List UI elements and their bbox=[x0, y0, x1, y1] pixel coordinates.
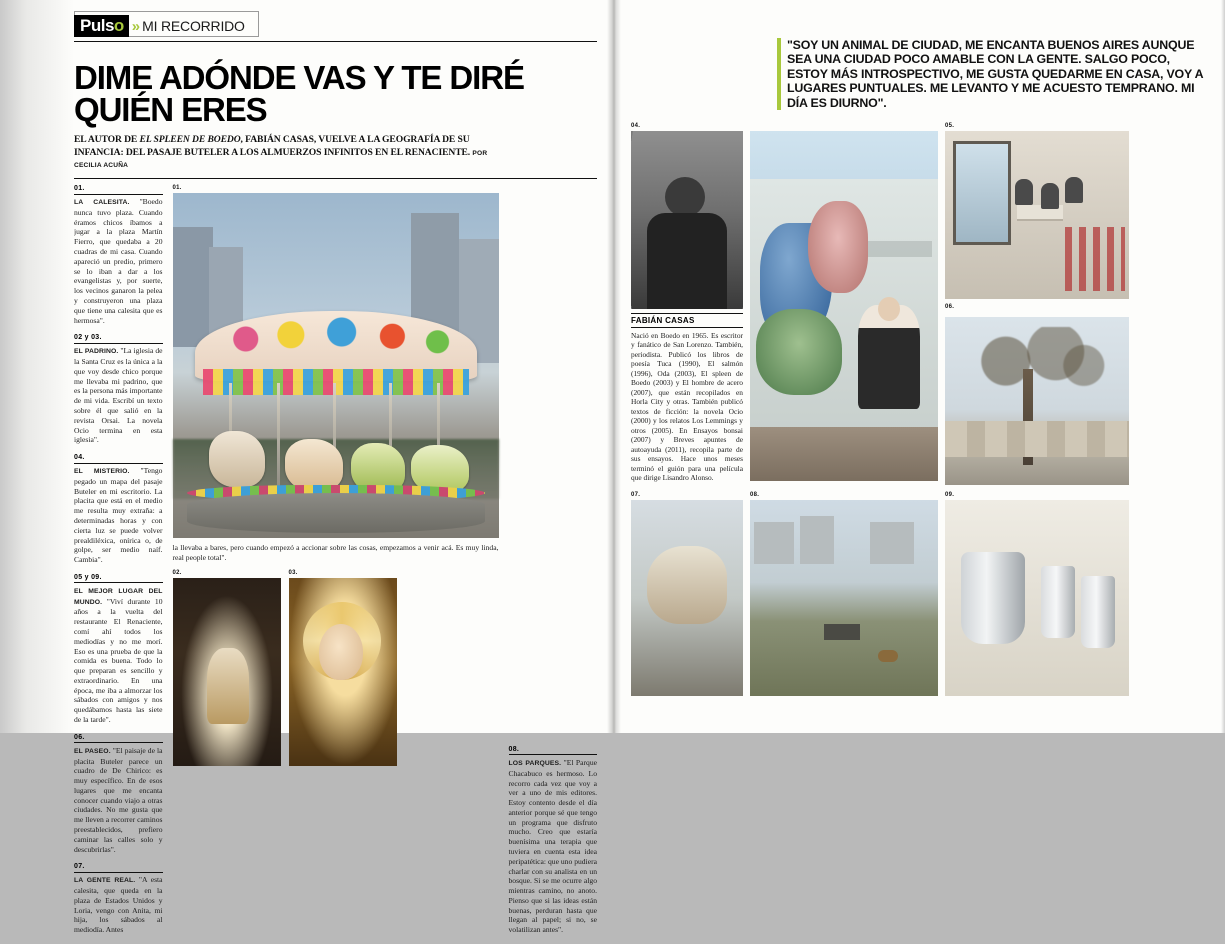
standfirst-book-title: EL SPLEEN DE BOEDO bbox=[139, 134, 241, 146]
street-band bbox=[750, 427, 938, 481]
photo-label-07: 07. bbox=[631, 491, 641, 498]
entry-body bbox=[74, 197, 163, 325]
carousel-photo-column bbox=[173, 185, 499, 944]
photo-label-02: 02. bbox=[172, 569, 182, 576]
carousel-caption: la llevaba a bares, pero cuando empezó a accionar sobre las cosas, empezamos a venir acá. Es muy linda, real people total". bbox=[172, 543, 499, 562]
person-shape bbox=[1015, 179, 1033, 205]
photo-label-05b: 05. bbox=[945, 122, 955, 129]
bench-shape bbox=[824, 624, 860, 640]
text-column-left bbox=[74, 185, 163, 944]
pull-quote-block bbox=[777, 38, 1207, 110]
photo-carousel-plaza bbox=[173, 193, 499, 538]
building-shape bbox=[870, 522, 914, 564]
photo-block-03 bbox=[289, 570, 397, 766]
photo-label-03: 03. bbox=[288, 569, 298, 576]
bottles-shape bbox=[1065, 227, 1125, 291]
left-page-edge-shadow bbox=[0, 0, 74, 733]
entry-01 bbox=[74, 185, 163, 325]
entry-text: "Viví durante 10 años a la vuelta del restaurante El Renaciente, comí ahí todos los mediodías y no me morí. Eso es una prueba de que la comida es buena. Todo lo que preparan es sencillo y extraordinario. En una época, me iba a almorzar los sábados con amigos y nos quedábamos hasta las siete de la tarde". bbox=[74, 596, 163, 724]
entry-08 bbox=[509, 746, 598, 935]
left-page-body bbox=[74, 185, 597, 944]
building-shape bbox=[754, 522, 794, 564]
jug-shape bbox=[961, 552, 1025, 644]
photo-block-08 bbox=[750, 492, 938, 696]
standfirst-part2: , FABIÁN CASAS, VUELVE A LA GEOGRAFÍA DE SU INFANCIA: DEL PASAJE BUTELER A LOS ALMUERZOS INFINITOS EN EL RENACIENTE. bbox=[74, 134, 471, 158]
mural-figure-pink bbox=[808, 201, 868, 293]
photo-block-02 bbox=[173, 570, 281, 766]
photo-table-setting bbox=[945, 500, 1129, 696]
pull-quote: "SOY UN ANIMAL DE CIUDAD, ME ENCANTA BUENOS AIRES AUNQUE SEA UNA CIUDAD POCO AMABLE CON LA GENTE. SALGO POCO, ESTOY MÁS INTROSPECTIVO, ME GUSTA QUEDARME EN CASA, VOY A LUGARES PUNTUALES. ME LEVANTO Y ME ACUESTO TEMPRANO. MI DÍA ES DIURNO". bbox=[787, 38, 1203, 110]
photo-plaza-tree bbox=[945, 317, 1129, 485]
head-shape bbox=[665, 177, 705, 217]
entry-body bbox=[509, 758, 598, 935]
canopy-shape bbox=[959, 327, 1115, 389]
photo-label-04: 04. bbox=[631, 122, 641, 129]
accent-bar bbox=[777, 38, 781, 110]
photo-block-07 bbox=[631, 492, 743, 696]
photo-author-portrait bbox=[631, 131, 743, 309]
photo-label-06: 06. bbox=[945, 303, 955, 310]
dog-shape bbox=[878, 650, 898, 662]
entry-number: 01. bbox=[74, 185, 163, 195]
shaker-shape bbox=[1081, 576, 1115, 648]
entry-body bbox=[74, 746, 163, 855]
entry-lead: EL PASEO. bbox=[74, 747, 111, 755]
entry-06 bbox=[74, 734, 163, 855]
houses-shape bbox=[945, 421, 1129, 457]
entry-04 bbox=[74, 454, 163, 565]
chevron-right-icon: » bbox=[131, 17, 139, 35]
entry-number: 02 y 03. bbox=[74, 334, 163, 344]
sign-shape bbox=[862, 241, 932, 257]
entry-text: "El paisaje de la placita Buteler parece un cuadro de De Chirico: es muy específico. En de esos lugares que me encanta conocer cuando viajo a otras ciudades. No me gusta que me lleven a recorrer caminos preestablecidos, prefiero caminar las calles solo y descubrirlas". bbox=[74, 745, 163, 854]
right-photo-stack bbox=[945, 123, 1129, 485]
right-photo-grid-top bbox=[631, 123, 1199, 485]
person-shape bbox=[1041, 183, 1059, 209]
standfirst-part1: EL AUTOR DE bbox=[74, 134, 140, 146]
entry-07 bbox=[74, 863, 163, 935]
photo-church-altar bbox=[173, 578, 281, 766]
carousel-platform bbox=[187, 493, 485, 533]
page-title: DIME ADÓNDE VAS Y TE DIRÉ QUIÉN ERES bbox=[74, 59, 524, 128]
building-shape bbox=[800, 516, 834, 564]
entry-02-03 bbox=[74, 334, 163, 445]
photo-block-05-mural bbox=[750, 123, 938, 481]
left-page bbox=[0, 0, 613, 935]
photo-carousel-horse bbox=[631, 500, 743, 696]
entry-lead: EL MEJOR LUGAR DEL MUNDO. bbox=[74, 587, 163, 606]
divider bbox=[74, 178, 597, 179]
carousel-horse bbox=[209, 431, 265, 487]
window-shape bbox=[953, 141, 1011, 245]
entry-body bbox=[74, 875, 163, 935]
entry-number: 06. bbox=[74, 734, 163, 744]
photo-label-09: 09. bbox=[945, 491, 955, 498]
author-bio-text: Nació en Boedo en 1965. Es escritor y fanático de San Lorenzo. También, periodista. Publicó los libros de poesía Tuca (1990), El salmón (1996), Oda (2003), El spleen de Boedo (2003) y El hombre de acero (2007), que están recopilados en Horla City y otras. También publicó textos de ficción: la novela Ocio (2000) y los relatos Los Lemmings y otros (2005). En Ensayos bonsai (2007) y Breves apuntes de autoayuda (2011), recopila parte de sus ensayos. Hace unos meses terminó el guión para una película que dirige Lisandro Alonso. bbox=[631, 330, 743, 482]
right-photo-grid-bottom bbox=[631, 492, 1199, 696]
entry-lead: LA CALESITA. bbox=[74, 199, 130, 207]
entry-number: 04. bbox=[74, 454, 163, 464]
entry-text: "Boedo nunca tuvo plaza. Cuando éramos chicos íbamos a jugar a la plaza Martín Fierro, que quedaba a 20 cuadras de mi casa. Cuando apareció un predio, primero se lo iban a dar a los evangelistas y, por suerte, los vecinos ganaron la pelea y construyeron una plaza que tiene una calesita que es hermosa". bbox=[74, 197, 163, 325]
photo-park-chacabuco bbox=[750, 500, 938, 696]
brand-logo-text: Puls bbox=[80, 16, 114, 35]
left-bottom-photo-row bbox=[173, 570, 499, 766]
body-shape bbox=[647, 213, 727, 309]
photo-block-09 bbox=[945, 492, 1129, 696]
photo-mural-wall bbox=[750, 131, 938, 481]
masthead bbox=[74, 14, 597, 42]
face-shape bbox=[319, 624, 363, 680]
entry-lead: EL PADRINO. bbox=[74, 348, 119, 356]
shaker-shape bbox=[1041, 566, 1075, 638]
entry-lead: LA GENTE REAL. bbox=[74, 877, 136, 885]
brand-logo[interactable] bbox=[74, 15, 129, 37]
entry-body bbox=[74, 466, 163, 565]
entry-05-09 bbox=[74, 574, 163, 725]
entry-text: "Tengo pegado un mapa del pasaje Buteler en mi escritorio. La placita que está en el medio me resulta muy extraña: a determinadas horas y con cierta luz se puede volver prealdiléxica, onírica o, de golpe, ser medio naíf. Cambia". bbox=[74, 466, 163, 565]
standfirst bbox=[74, 134, 494, 171]
mural-figure-green bbox=[756, 309, 842, 395]
entry-number: 07. bbox=[74, 863, 163, 873]
author-bio-block bbox=[631, 123, 743, 483]
entry-lead: LOS PARQUES. bbox=[508, 759, 562, 767]
section-label: MI RECORRIDO bbox=[142, 18, 245, 34]
person-shape bbox=[1065, 177, 1083, 203]
photo-restaurant-interior bbox=[945, 131, 1129, 299]
horse-shape bbox=[647, 546, 727, 624]
building-shape bbox=[173, 227, 213, 347]
entry-lead: EL MISTERIO. bbox=[74, 468, 130, 476]
entry-body bbox=[74, 586, 163, 725]
entry-number: 05 y 09. bbox=[74, 574, 163, 584]
photo-label-08: 08. bbox=[750, 491, 760, 498]
photo-label-01: 01. bbox=[172, 185, 182, 192]
carousel-pole bbox=[277, 383, 280, 495]
author-name: FABIÁN CASAS bbox=[631, 313, 743, 328]
right-page bbox=[613, 0, 1225, 733]
right-page-edge-shadow bbox=[1221, 0, 1225, 733]
entry-text: "A esta calesita, que queda en la plaza de Estados Unidos y Loria, vengo con Anita, mi hija, los sábados al mediodía. Antes bbox=[74, 875, 163, 935]
byline: POR CECILIA ACUÑA bbox=[74, 149, 488, 169]
text-column-right bbox=[509, 746, 598, 944]
statue-shape bbox=[207, 648, 249, 724]
entry-text: "La iglesia de la Santa Cruz es la única a la que voy desde chico porque me llevaba mi padrino, que es la persona más importante de mi vida. Escribí un texto sobre él que salió en la revista Orsai. La novela Ocio termina en esta iglesia". bbox=[74, 346, 163, 445]
brand-logo-accent-letter: o bbox=[113, 16, 124, 35]
photo-virgin-icon bbox=[289, 578, 397, 766]
carousel-valance bbox=[203, 369, 469, 395]
entry-text: "El Parque Chacabuco es hermoso. Lo recorro cada vez que voy a ver a uno de mis editores. Estoy contento desde el día anterior porque sé que tengo un programa que disfruto mucho. Creo que estaría buenísima una terapia que tuviera en cuenta esta idea peripatética: que uno pudiera charlar con su analista en un bosque. Si se me ocurre algo mientras camino, no anoto. Pienso que si las ideas están buenas, perduran hasta que llegan al papel; si no, se volatilizan antes". bbox=[508, 757, 597, 935]
entry-body bbox=[74, 346, 163, 445]
carousel-horse bbox=[285, 439, 343, 491]
mural-waiter-head bbox=[878, 297, 900, 321]
entry-number: 08. bbox=[509, 746, 598, 756]
